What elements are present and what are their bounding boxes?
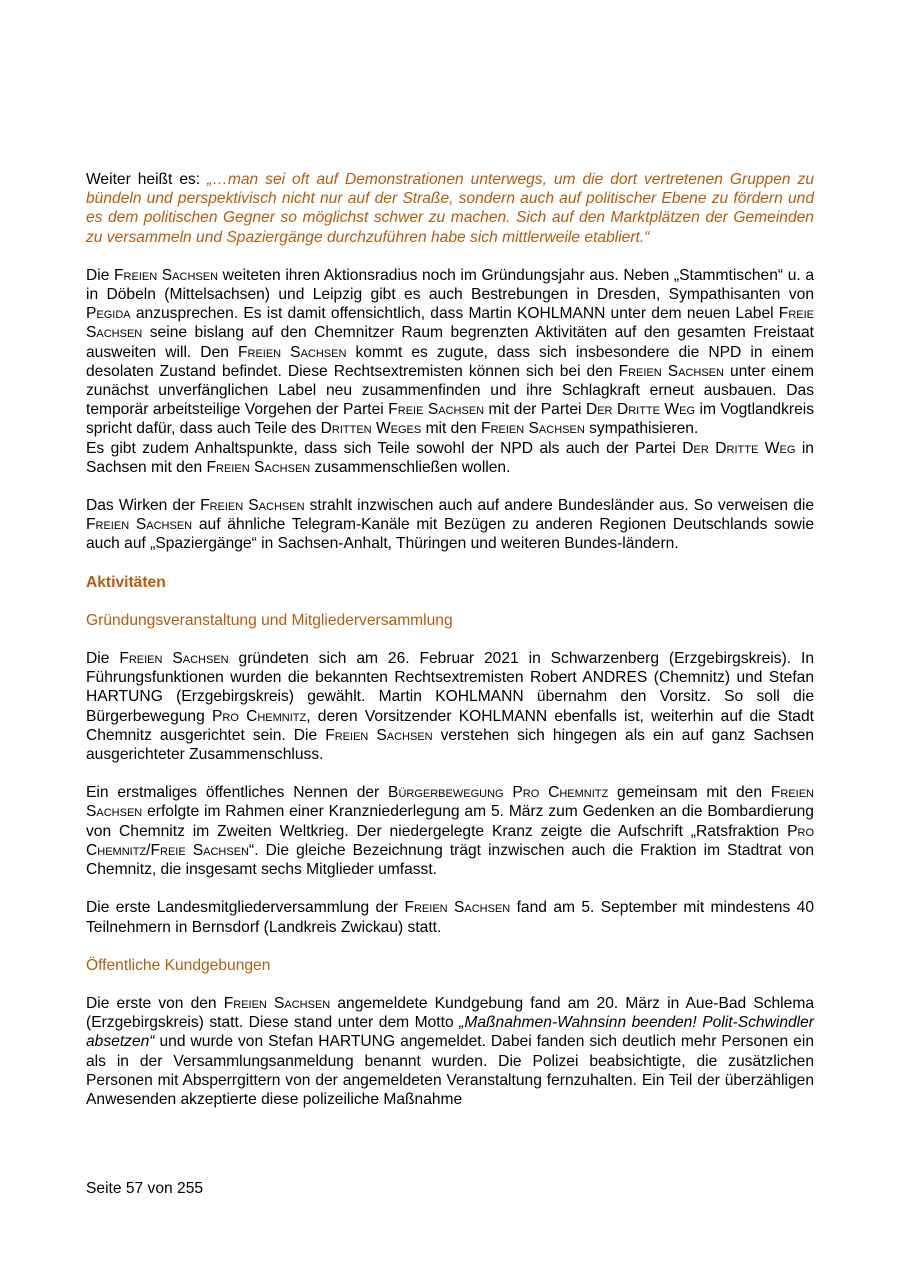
motto-text: „Maßnahmen-Wahnsinn beenden! Polit-Schwindler absetzen“	[86, 1014, 814, 1051]
org-name: Dritten Weges	[320, 420, 422, 438]
paragraph-quote	[86, 170, 814, 247]
org-name: Freien Sachsen	[237, 343, 347, 361]
org-name: Pro Chemnitz	[211, 707, 307, 725]
paragraph-landesmitgliederversammlung: Die erste Landesmitgliederversammlung der Freien Sachsen fand am 5. September mit mindestens 40 Teilnehmern in Bernsdorf (Landkreis Zwickau) statt.	[86, 899, 814, 936]
org-name: Freie Sachsen	[388, 401, 485, 419]
org-name: Bürgerbewegung Pro Chemnitz	[388, 784, 609, 802]
subheading-kundgebungen: Öffentliche Kundgebungen	[86, 956, 271, 974]
paragraph-gruendung: Die Freien Sachsen gründeten sich am 26. Februar 2021 in Schwarzenberg (Erzgebirgskreis). In Führungsfunktionen wurden die bekannten Rechtsextremisten Robert ANDRES (Chemnitz) und Stefan HARTUNG (Erzgebirgskreis) gewählt. Martin KOHLMANN übernahm den Vorsitz. So soll die Bürgerbewegung Pro Chemnitz, deren Vorsitzender KOHLMANN ebenfalls ist, weiterhin auf die Stadt Chemnitz ausgerichtet sein. Die Freien Sachsen verstehen sich hingegen als ein auf ganz Sachsen ausgerichteter Zusammenschluss.	[86, 650, 815, 764]
document-body	[86, 170, 814, 1109]
org-name: Pro Chemnitz/Freie Sachsen	[86, 822, 814, 859]
org-name: Freien Sachsen	[404, 899, 511, 917]
org-name: Pegida	[86, 305, 131, 323]
org-name: Der Dritte Weg	[682, 439, 796, 457]
section-heading-aktivitaeten: Aktivitäten	[86, 573, 166, 591]
org-name: Der Dritte Weg	[585, 401, 696, 419]
paragraph-kundgebung: Die erste von den Freien Sachsen angemeldete Kundgebung fand am 20. März in Aue-Bad Schlema (Erzgebirgskreis) statt. Diese stand unter dem Motto „Maßnahmen-Wahnsinn beenden! Polit-Schwindler absetzen“ und wurde von Stefan HARTUNG angemeldet. Dabei fanden sich deutlich mehr Personen ein als in der Versammlungsanmeldung benannt wurden. Die Polizei beabsichtigte, die zusätzlichen Personen mit Absperrgittern von der angemeldeten Veranstaltung fernzuhalten. Ein Teil der überzähligen Anwesenden akzeptierte diese polizeiliche Maßnahme	[86, 994, 814, 1108]
org-name: Freien Sachsen	[114, 266, 219, 284]
org-name: Freie Sachsen	[86, 305, 814, 342]
paragraph-kranzniederlegung: Ein erstmaliges öffentliches Nennen der Bürgerbewegung Pro Chemnitz gemeinsam mit den Freien Sachsen erfolgte im Rahmen einer Kranzniederlegung am 5. März zum Gedenken an die Bombardierung von Chemnitz im Zweiten Weltkrieg. Der niedergelegte Kranz zeigte die Aufschrift „Ratsfraktion Pro Chemnitz/Freie Sachsen“. Die gleiche Bezeichnung trägt inzwischen auch die Fraktion im Stadtrat von Chemnitz, die insgesamt sechs Mitglieder umfasst.	[86, 784, 814, 879]
page-number: Seite 57 von 255	[86, 1180, 204, 1197]
quote-text: „…man sei oft auf Demonstrationen unterwegs, um die dort vertretenen Gruppen zu bündeln und perspektivisch nicht nur auf der Straße, sondern auch auf politischer Ebene zu fördern und es dem politischen Gegner so möglichst schwer zu machen. Sich auf den Marktplätzen der Gemeinden zu versammeln und Spaziergänge durchzuführen habe sich mittlerweile etabliert.“	[86, 171, 814, 246]
org-name: Freien Sachsen	[119, 650, 229, 668]
org-name: Freien Sachsen	[86, 516, 193, 534]
org-name: Freien Sachsen	[86, 784, 814, 821]
org-name: Freien Sachsen	[206, 458, 311, 476]
org-name: Freien Sachsen	[481, 420, 585, 438]
paragraph-anhaltspunkte: Es gibt zudem Anhaltspunkte, dass sich Teile sowohl der NPD als auch der Partei Der Dritte Weg in Sachsen mit den Freien Sachsen zusammenschließen wollen.	[86, 439, 814, 476]
paragraph-bundeslaender: Das Wirken der Freien Sachsen strahlt inzwischen auch auf andere Bundesländer aus. So verweisen die Freien Sachsen auf ähnliche Telegram-Kanäle mit Bezügen zu anderen Regionen Deutschlands sowie auch auf „Spaziergänge“ in Sachsen-Anhalt, Thüringen und weiteren Bundes-ländern.	[86, 497, 815, 553]
subheading-gruendung: Gründungsveranstaltung und Mitgliederversammlung	[86, 611, 453, 629]
org-name: Freien Sachsen	[223, 994, 331, 1012]
org-name: Freien Sachsen	[325, 726, 433, 744]
paragraph-aktionsradius: Die Freien Sachsen weiteten ihren Aktionsradius noch im Gründungsjahr aus. Neben „Stammtischen“ u. a in Döbeln (Mittelsachsen) und Leipzig gibt es auch Bestrebungen in Dresden, Sympathisanten von Pegida anzusprechen. Es ist damit offensichtlich, dass Martin KOHLMANN unter dem neuen Label Freie Sachsen seine bislang auf den Chemnitzer Raum begrenzten Aktivitäten auf den gesamten Freistaat ausweiten will. Den Freien Sachsen kommt es zugute, dass sich insbesondere die NPD in einem desolaten Zustand befindet. Diese Rechtsextremisten können sich bei den Freien Sachsen unter einem zunächst unverfänglichen Label neu zusammenfinden und ihre Schlagkraft erneut ausbauen. Das temporär arbeitsteilige Vorgehen der Partei Freie Sachsen mit der Partei Der Dritte Weg im Vogtlandkreis spricht dafür, dass auch Teile des Dritten Weges mit den Freien Sachsen sympathisieren.	[86, 266, 815, 438]
org-name: Freien Sachsen	[618, 362, 724, 380]
org-name: Freien Sachsen	[200, 497, 305, 515]
text: Weiter heißt es:	[86, 171, 208, 188]
